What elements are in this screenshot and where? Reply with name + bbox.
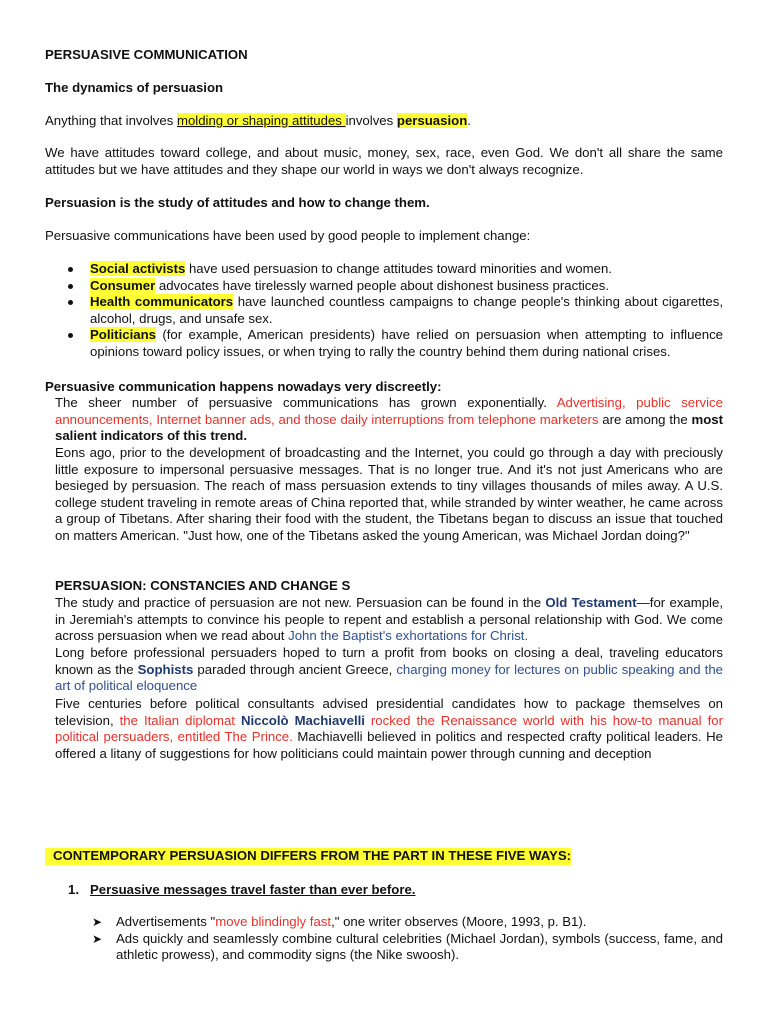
highlight-molding: molding or shaping attitudes bbox=[176, 113, 346, 128]
mach-red-text-1: the Italian diplomat bbox=[119, 712, 241, 728]
constancies-heading: PERSUASION: CONSTANCIES AND CHANGE S bbox=[55, 578, 351, 593]
study-statement: Persuasion is the study of attitudes and how to change them. bbox=[45, 195, 430, 210]
list-item bbox=[66, 278, 723, 295]
list-item bbox=[66, 327, 723, 360]
speed-sub-list bbox=[92, 914, 723, 964]
sophists-blue-text: charging money for lectures on public speaking and the art of political eloquence bbox=[55, 661, 723, 694]
bullet-text: have used persuasion to change attitudes toward minorities and women. bbox=[185, 261, 612, 276]
bullet-dot-icon bbox=[68, 300, 73, 305]
item-number: 1. bbox=[68, 882, 79, 897]
soph-text-1: Long before professional persuaders hoped to turn a profit from books on closing a deal, traveling educators known as the bbox=[55, 645, 723, 677]
discreet-heading: Persuasive communication happens nowadays very discreetly: bbox=[45, 379, 442, 394]
arrow-bullet-icon: ➤ bbox=[92, 931, 103, 946]
intro-text-2: involves bbox=[345, 113, 397, 128]
sub-text-a: Advertisements " bbox=[116, 914, 216, 929]
growth-text-end: are among the bbox=[598, 411, 692, 427]
contemporary-heading: CONTEMPORARY PERSUASION DIFFERS FROM THE PART IN THESE FIVE WAYS: bbox=[45, 848, 571, 865]
list-item bbox=[92, 931, 723, 964]
growth-text: The sheer number of persuasive communications has grown exponentially. bbox=[55, 395, 557, 410]
machiavelli-paragraph bbox=[55, 696, 723, 762]
bullet-text: have launched countless campaigns to change people's thinking about cigarettes, alcohol, drugs, and unsafe sex. bbox=[90, 294, 723, 326]
list-item bbox=[66, 294, 723, 327]
list-item bbox=[92, 914, 723, 931]
eons-paragraph: Eons ago, prior to the development of broadcasting and the Internet, you could go through a day with preciously little exposure to impersonal persuasive messages. That is no longer true. And it's not just Americans who are besieged by persuasion. The reach of mass persuasion extends to tiny villages thousands of miles away. A U.S. college student traveling in remote areas of China reported that, while stranded by winter weather, he came across a group of Tibetans. After sharing their food with the student, the Tibetans began to discuss an issue that touched on matters American. "Just how, one of the Tibetans asked the young American, was Michael Jordan doing?" bbox=[55, 445, 723, 543]
sub-text-b: ," one writer observes (Moore, 1993, p. B1). bbox=[331, 914, 587, 929]
old-testament-term: Old Testament bbox=[545, 595, 637, 610]
growth-red-text: Advertising, public service announcements, Internet banner ads, and those daily interruptions from telephone marketers bbox=[55, 395, 723, 427]
bullet-dot-icon bbox=[68, 284, 73, 289]
growth-paragraph bbox=[55, 395, 723, 445]
attitudes-paragraph: We have attitudes toward college, and about music, money, sex, race, even God. We don't all share the same attitudes but we have attitudes and they shape our world in ways we don't always recognize. bbox=[45, 145, 723, 177]
arrow-bullet-icon: ➤ bbox=[92, 915, 103, 929]
mach-text-2: Machiavelli believed in politics and respected crafty political leaders. He offered a litany of suggestions for how politicians could maintain power through cunning and deception bbox=[55, 729, 723, 761]
mach-text-1: Five centuries before political consultants advised presidential candidates how to package themselves on television, bbox=[55, 696, 723, 728]
intro-paragraph bbox=[45, 113, 725, 130]
john-baptist-text: John the Baptist's exhortations for Christ. bbox=[288, 628, 529, 644]
intro-text-3: . bbox=[467, 113, 471, 128]
bullet-text: advocates have tirelessly warned people about dishonest business practices. bbox=[155, 277, 609, 293]
bullet-label: Consumer bbox=[90, 277, 156, 293]
bullet-dot-icon bbox=[68, 333, 73, 338]
sub-red-text: move blindingly fast bbox=[215, 914, 332, 929]
ot-text-2: —for example, in Jeremiah's attempts to convince his people to repent and establish a personal relationship with God. We come across persuasion when we read about bbox=[55, 595, 723, 644]
highlight-persuasion: persuasion bbox=[396, 113, 468, 128]
soph-text-2: paraded through ancient Greece, bbox=[193, 661, 397, 677]
growth-bold-text: most salient indicators of this trend. bbox=[55, 411, 723, 444]
list-item bbox=[66, 261, 723, 278]
bullet-text: (for example, American presidents) have relied on persuasion when attempting to influence opinions toward policy issues, or when trying to rally the country behind them during national crises. bbox=[90, 327, 723, 359]
intro-text-1: Anything that involves bbox=[45, 113, 177, 128]
sophists-term: Sophists bbox=[137, 661, 194, 677]
numbered-item-1 bbox=[68, 882, 415, 899]
bullet-dot-icon bbox=[68, 267, 73, 272]
sophists-paragraph bbox=[55, 645, 723, 695]
change-agents-list bbox=[66, 261, 723, 361]
bullet-label: Health communicators bbox=[90, 294, 234, 310]
ot-text-1: The study and practice of persuasion are not new. Persuasion can be found in the bbox=[55, 595, 546, 610]
machiavelli-term: Niccolò Machiavelli bbox=[240, 712, 365, 728]
change-intro: Persuasive communications have been used by good people to implement change: bbox=[45, 228, 531, 243]
old-testament-paragraph bbox=[55, 595, 723, 645]
dynamics-heading: The dynamics of persuasion bbox=[45, 80, 224, 95]
bullet-label: Politicians bbox=[90, 327, 156, 343]
item-1-text: Persuasive messages travel faster than ever before. bbox=[90, 882, 416, 897]
sub-text-2: Ads quickly and seamlessly combine cultural celebrities (Michael Jordan), symbols (success, fame, and athletic prowess), and commodity signs (the Nike swoosh). bbox=[116, 930, 723, 963]
mach-red-text-2: rocked the Renaissance world with his how-to manual for political persuaders, entitled The Prince. bbox=[55, 712, 723, 745]
bullet-label: Social activists bbox=[90, 261, 186, 276]
document-title: PERSUASIVE COMMUNICATION bbox=[45, 47, 248, 62]
